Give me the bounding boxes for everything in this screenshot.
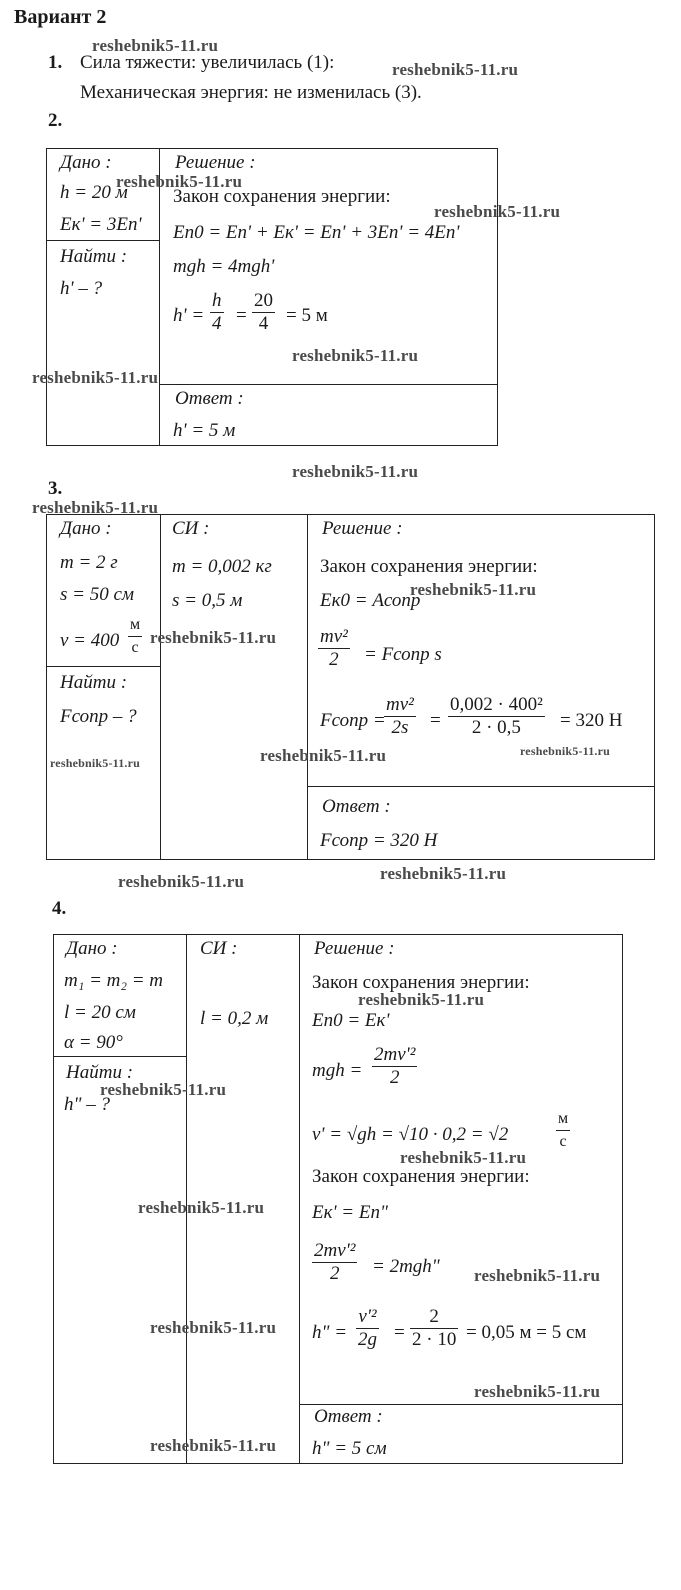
watermark: reshebnik5-11.ru [400, 1148, 527, 1167]
task-4-divider-2 [299, 934, 300, 1464]
equals-sign: = [430, 710, 441, 731]
numerator: 20 [254, 290, 273, 311]
task-3-answer-label: Ответ : [322, 796, 391, 817]
watermark: reshebnik5-11.ru [32, 368, 159, 387]
watermark: reshebnik5-11.ru [116, 172, 243, 191]
denominator: 2 · 0,5 [471, 717, 521, 738]
task-4-answer-divider [299, 1404, 623, 1405]
watermark: reshebnik5-11.ru [150, 628, 277, 647]
task-4-eq-2-lhs: mgh = [312, 1060, 363, 1081]
task-2-given-2: Eк' = 3Eп' [60, 214, 142, 235]
watermark: reshebnik5-11.ru [520, 744, 610, 758]
task-2-eq-3-result: = 5 м [286, 305, 328, 326]
task-4-fraction-2 [410, 1306, 458, 1351]
numerator: h [212, 290, 222, 311]
watermark: reshebnik5-11.ru [118, 872, 245, 891]
task-4-eq-2-fraction [372, 1044, 417, 1089]
watermark: reshebnik5-11.ru [474, 1382, 601, 1401]
task-3-divider-2 [307, 514, 308, 860]
task-3-si-1: m = 0,002 кг [172, 556, 272, 577]
task-4-eq-6-result: = 0,05 м = 5 см [466, 1322, 587, 1343]
denominator: 2 [329, 1263, 340, 1284]
task-3-given-3: v = 400 [60, 630, 120, 651]
task-2-find: h' – ? [60, 278, 103, 299]
task-3-eq-1: Eк0 = Aсопр [320, 590, 421, 611]
task-4-solution-label: Решение : [314, 938, 395, 959]
task-2-eq-3-lhs: h' = [173, 305, 205, 326]
task-3-find-label: Найти : [60, 672, 128, 693]
watermark: reshebnik5-11.ru [100, 1080, 227, 1099]
numerator: 2 [429, 1306, 439, 1327]
task-2-answer-divider [159, 384, 498, 385]
denominator: 2 [389, 1067, 400, 1088]
task-4-given-label: Дано : [66, 938, 118, 959]
task-3-given-2: s = 50 см [60, 584, 135, 605]
watermark: reshebnik5-11.ru [474, 1266, 601, 1285]
task-2-fraction-1 [210, 290, 224, 335]
task-4-given-2: l = 20 см [64, 1002, 136, 1023]
task-4-answer: h" = 5 см [312, 1438, 387, 1459]
watermark: reshebnik5-11.ru [260, 746, 387, 765]
numerator: 2mv'² [374, 1044, 416, 1065]
task-2-given-divider [46, 240, 160, 241]
task-4-number: 4. [52, 898, 67, 919]
equals-sign: = [394, 1322, 405, 1343]
task-4-si-label: СИ : [200, 938, 238, 959]
task-3-divider-1 [160, 514, 161, 860]
task-4-given-3: α = 90° [64, 1032, 123, 1053]
task-4-find-label: Найти : [66, 1062, 134, 1083]
watermark: reshebnik5-11.ru [358, 990, 485, 1009]
watermark: reshebnik5-11.ru [392, 60, 519, 79]
task-3-si-label: СИ : [172, 518, 210, 539]
task-2-find-label: Найти : [60, 246, 128, 267]
watermark: reshebnik5-11.ru [410, 580, 537, 599]
task-2-eq-2: mgh = 4mgh' [173, 256, 275, 277]
task-4-given-1: m₁ = m₂ = m [64, 970, 164, 991]
task-3-given-divider [46, 666, 161, 667]
task-4-velocity-unit [556, 1108, 570, 1153]
task-2-number: 2. [48, 110, 63, 131]
task-3-solution-label: Решение : [322, 518, 403, 539]
task-3-fraction-1 [384, 694, 416, 739]
numerator: 2mv'² [314, 1240, 356, 1261]
watermark: reshebnik5-11.ru [150, 1436, 277, 1455]
task-4-answer-label: Ответ : [314, 1406, 383, 1427]
task-2-answer: h' = 5 м [173, 420, 236, 441]
watermark: reshebnik5-11.ru [92, 36, 219, 55]
numerator: м [558, 1110, 569, 1127]
watermark: reshebnik5-11.ru [50, 756, 140, 770]
task-4-given-divider [53, 1056, 187, 1057]
denominator: 2 [329, 649, 339, 670]
watermark: reshebnik5-11.ru [380, 864, 507, 883]
denominator: с [559, 1133, 567, 1150]
task-2-eq-1: Eп0 = Eп' + Eк' = Eп' + 3Eп' = 4Eп' [173, 222, 460, 243]
task-3-law: Закон сохранения энергии: [320, 556, 538, 577]
task-2-answer-label: Ответ : [175, 388, 244, 409]
task-4-eq-1: Eп0 = Eк' [312, 1010, 390, 1031]
task-3-si-2: s = 0,5 м [172, 590, 243, 611]
task-4-law-2: Закон сохранения энергии: [312, 1166, 530, 1187]
task-2-fraction-2 [252, 290, 275, 335]
numerator: v'² [358, 1306, 377, 1327]
watermark: reshebnik5-11.ru [292, 462, 419, 481]
task-3-eq-2-rhs: = Fсопр s [364, 644, 442, 665]
numerator: 0,002 · 400² [450, 694, 543, 715]
denominator: 2s [391, 717, 409, 738]
watermark: reshebnik5-11.ru [434, 202, 561, 221]
task-4-eq-5-rhs: = 2mgh" [372, 1256, 440, 1277]
page-title: Вариант 2 [14, 6, 107, 28]
task-4-fraction-1 [356, 1306, 379, 1351]
task-2-given-1: h = 20 м [60, 182, 128, 203]
numerator: mv² [386, 694, 414, 715]
denominator: 2g [358, 1329, 377, 1350]
task-2-solution-label: Решение : [175, 152, 256, 173]
equals-sign: = [236, 305, 247, 326]
task-3-given-1: m = 2 г [60, 552, 118, 573]
task-3-eq-3-lhs: Fсопр = [320, 710, 386, 731]
watermark: reshebnik5-11.ru [292, 346, 419, 365]
watermark: reshebnik5-11.ru [138, 1198, 265, 1217]
task-1-line-1: Сила тяжести: увеличилась (1): [80, 52, 335, 73]
task-2-law: Закон сохранения энергии: [173, 186, 391, 207]
watermark: reshebnik5-11.ru [32, 498, 159, 517]
denominator: 4 [258, 313, 269, 334]
task-4-eq-3: v' = √gh = √10 · 0,2 = √2 [312, 1124, 509, 1145]
task-1-line-2: Механическая энергия: не изменилась (3). [80, 82, 422, 103]
task-4-si: l = 0,2 м [200, 1008, 269, 1029]
task-2-divider [159, 148, 160, 446]
task-4-law-1: Закон сохранения энергии: [312, 972, 530, 993]
task-3-find: Fсопр – ? [60, 706, 137, 727]
task-3-velocity-unit [128, 614, 142, 659]
task-4-eq-5-fraction [312, 1240, 357, 1285]
denominator: 2 · 10 [412, 1329, 457, 1350]
task-3-given-label: Дано : [60, 518, 112, 539]
numerator: м [130, 616, 141, 633]
denominator: с [131, 639, 139, 656]
task-2-given-label: Дано : [60, 152, 112, 173]
task-1-number: 1. [48, 52, 63, 73]
task-3-answer: Fсопр = 320 Н [320, 830, 438, 851]
task-4-eq-4: Eк' = Eп" [312, 1202, 388, 1223]
task-3-eq-2-fraction [318, 626, 350, 671]
task-3-eq-3-result: = 320 Н [560, 710, 623, 731]
watermark: reshebnik5-11.ru [150, 1318, 277, 1337]
denominator: 4 [212, 313, 222, 334]
task-3-fraction-2 [448, 694, 545, 739]
task-3-answer-divider [307, 786, 655, 787]
task-4-find: h" – ? [64, 1094, 110, 1115]
task-4-eq-6-lhs: h" = [312, 1322, 348, 1343]
task-3-number: 3. [48, 478, 63, 499]
numerator: mv² [320, 626, 348, 647]
